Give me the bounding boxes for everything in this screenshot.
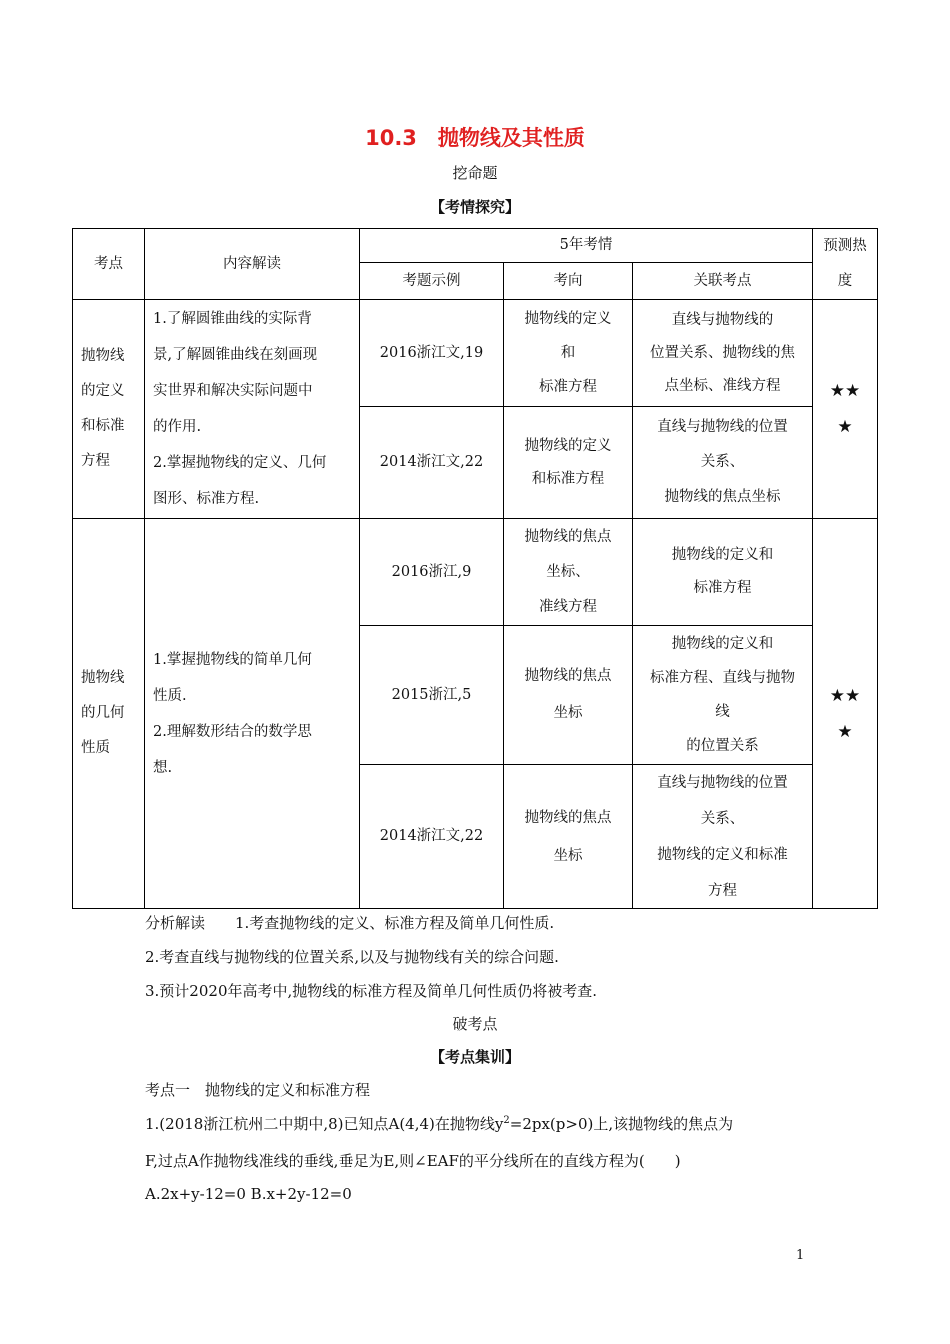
section-heading-po: 破考点: [452, 1015, 498, 1033]
group1-heat-stars: ★★ ★: [829, 381, 861, 437]
page-title: 10.3 抛物线及其性质: [365, 126, 585, 150]
header-neirong: 内容解读: [223, 255, 281, 272]
analysis-line-2: 2.考查直线与抛物线的位置关系,以及与抛物线有关的综合问题.: [145, 948, 559, 966]
group1-row2-direction: 抛物线的定义 和标准方程: [524, 437, 612, 487]
group1-content: 1.了解圆锥曲线的实际背 景,了解圆锥曲线在刻画现 实世界和解决实际问题中 的作用. 2.掌握抛物线的定义、几何 图形、标准方程.: [153, 311, 327, 507]
header-heat: 预测热 度: [823, 238, 867, 289]
question-1-line-1: 1.(2018浙江杭州二中期中,8)已知点A(4,4)在抛物线$y^2=2px(p>0)$上,该抛物线的焦点为: [145, 1115, 734, 1133]
group2-row2-related: 抛物线的定义和 标准方程、直线与抛物 线 的位置关系: [650, 636, 795, 754]
group2-row3-related: 直线与抛物线的位置 关系、 抛物线的定义和标准 方程: [657, 774, 788, 899]
header-kaodian: 考点: [94, 255, 123, 272]
header-5year: 5年考情: [559, 237, 613, 253]
section-heading-wa: 挖命题: [452, 164, 498, 182]
group2-row3-example: 2014浙江文,22: [379, 828, 484, 844]
group2-content: 1.掌握抛物线的简单几何 性质. 2.理解数形结合的数学思 想.: [153, 651, 312, 776]
group1-row2-example: 2014浙江文,22: [379, 454, 484, 470]
group2-heat-stars: ★★ ★: [829, 685, 861, 742]
header-example: 考题示例: [402, 272, 461, 289]
kaodian-one-heading: 考点一 抛物线的定义和标准方程: [145, 1081, 371, 1099]
group2-row2-example: 2015浙江,5: [391, 686, 472, 703]
group1-row1-example: 2016浙江文,19: [379, 344, 484, 361]
bracket-heading-jixun: 【考点集训】: [429, 1048, 520, 1066]
analysis-line-3: 3.预计2020年高考中,抛物线的标准方程及简单几何性质仍将被考查.: [145, 982, 598, 1000]
header-direction: 考向: [553, 272, 583, 289]
group2-row1-related: 抛物线的定义和 标准方程: [671, 547, 774, 596]
header-related: 关联考点: [693, 272, 752, 289]
analysis-line-1: 分析解读 1.考查抛物线的定义、标准方程及简单几何性质.: [145, 914, 555, 932]
question-1-options: A.2x+y-12=0 B.x+2y-12=0: [145, 1185, 352, 1203]
bracket-heading-kaoqing: 【考情探究】: [429, 198, 520, 216]
page-number: 1: [796, 1248, 805, 1263]
group2-row2-direction: 抛物线的焦点 坐标: [524, 668, 612, 721]
group2-row3-direction: 抛物线的焦点 坐标: [524, 809, 612, 864]
group1-row2-related: 直线与抛物线的位置 关系、 抛物线的焦点坐标: [657, 419, 788, 505]
group1-kaodian: 抛物线 的定义 和标准 方程: [81, 348, 125, 469]
group1-row1-related: 直线与抛物线的 位置关系、抛物线的焦 点坐标、准线方程: [650, 311, 795, 394]
group2-row1-example: 2016浙江,9: [391, 563, 472, 580]
question-1-line-2: F,过点A作抛物线准线的垂线,垂足为E,则∠EAF的平分线所在的直线方程为( ): [145, 1152, 681, 1170]
group2-kaodian: 抛物线 的几何 性质: [81, 670, 125, 756]
group2-row1-direction: 抛物线的焦点 坐标、 准线方程: [524, 528, 612, 615]
group1-row1-direction: 抛物线的定义 和 标准方程: [524, 311, 612, 395]
